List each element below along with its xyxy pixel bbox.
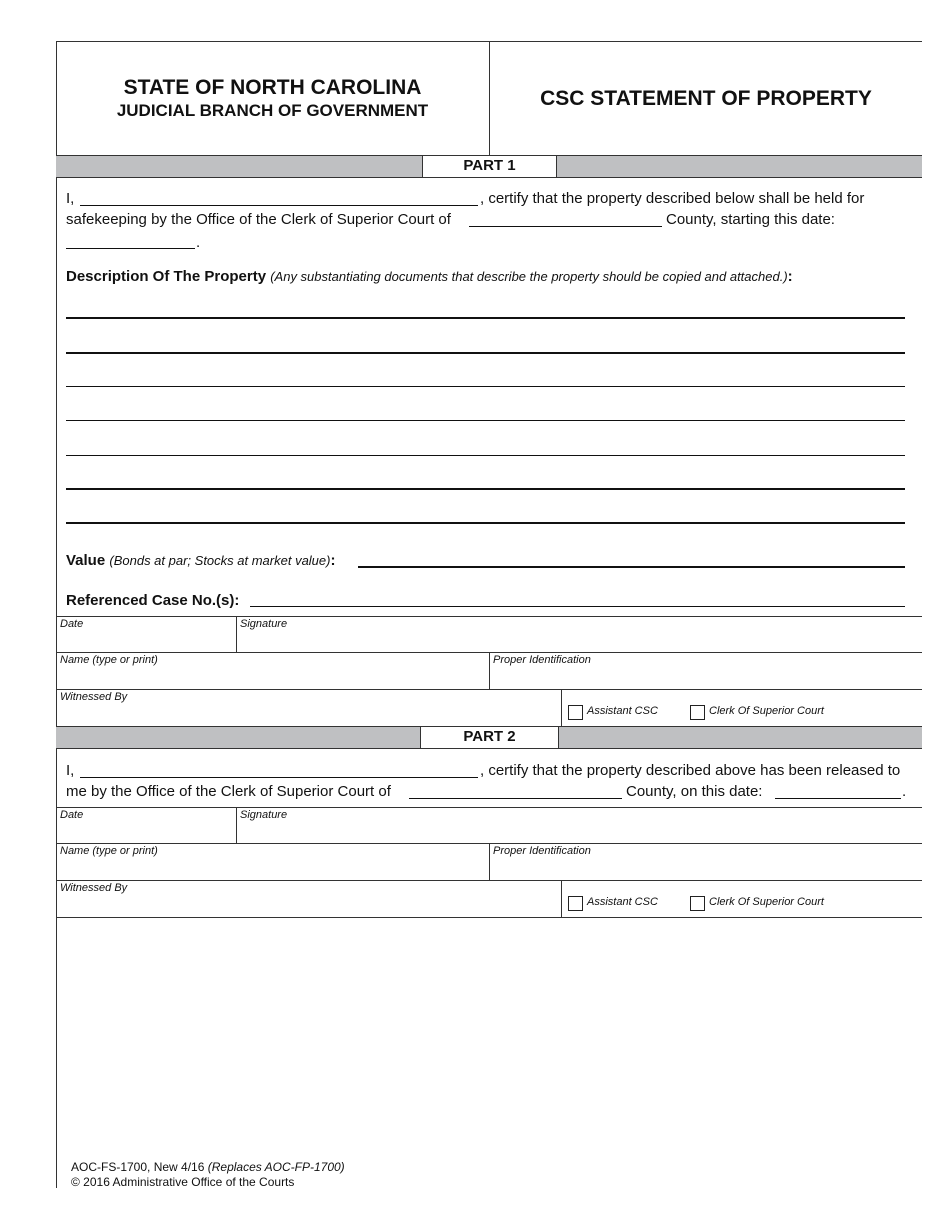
grid-line — [489, 843, 490, 880]
replaces-note: (Replaces AOC-FP-1700) — [207, 1160, 345, 1174]
part1-label: PART 1 — [422, 155, 557, 178]
p2-assistant-csc-checkbox[interactable] — [568, 896, 583, 911]
p1-clerk-label: Clerk Of Superior Court — [709, 705, 824, 717]
part1-name-blank[interactable] — [80, 205, 478, 206]
p1-proper-id-label: Proper Identification — [493, 654, 591, 666]
description-line[interactable] — [66, 317, 905, 319]
description-colon: : — [787, 268, 793, 285]
p2-clerk-label: Clerk Of Superior Court — [709, 896, 824, 908]
description-line[interactable] — [66, 522, 905, 524]
form-title: CSC STATEMENT OF PROPERTY — [540, 87, 872, 110]
form-number-line — [71, 1160, 345, 1174]
description-line[interactable] — [66, 455, 905, 456]
form-number: AOC-FS-1700, New 4/16 — [71, 1160, 205, 1174]
part1-prefix: I, — [66, 190, 75, 207]
grid-line — [56, 807, 922, 808]
p2-date-label: Date — [60, 809, 84, 821]
part2-date-blank[interactable] — [775, 798, 901, 799]
part1-period: . — [196, 234, 201, 251]
part2-period: . — [902, 783, 907, 800]
part2-certify-text: , certify that the property described above has been released to — [480, 762, 901, 779]
part2-line2-text: me by the Office of the Clerk of Superior Court of — [66, 783, 391, 800]
p2-assistant-csc-label: Assistant CSC — [587, 896, 658, 908]
p1-witnessed-label: Witnessed By — [60, 691, 128, 703]
grid-line — [561, 689, 562, 726]
description-line[interactable] — [66, 420, 905, 421]
part1-date-blank[interactable] — [66, 248, 195, 249]
case-label: Referenced Case No.(s): — [66, 592, 240, 609]
p2-witnessed-label: Witnessed By — [60, 882, 128, 894]
grid-line — [236, 616, 237, 652]
copyright: © 2016 Administrative Office of the Courts — [71, 1175, 295, 1189]
part1-line2-text: safekeeping by the Office of the Clerk of Superior Court of — [66, 211, 451, 228]
left-border — [56, 41, 57, 1188]
description-heading — [66, 268, 793, 285]
p1-assistant-csc-label: Assistant CSC — [587, 705, 658, 717]
p2-signature-label: Signature — [240, 809, 288, 821]
description-line[interactable] — [66, 386, 905, 387]
p2-clerk-checkbox[interactable] — [690, 896, 705, 911]
p1-signature-label: Signature — [240, 618, 288, 630]
value-label: Value — [66, 552, 106, 569]
p1-name-label: Name (type or print) — [60, 654, 158, 666]
part1-county-text: County, starting this date: — [666, 211, 835, 228]
description-label: Description Of The Property — [66, 268, 267, 285]
part2-label: PART 2 — [420, 726, 559, 749]
grid-line — [561, 880, 562, 917]
grid-line — [56, 880, 922, 881]
case-blank[interactable] — [250, 606, 905, 607]
description-line[interactable] — [66, 352, 905, 354]
part2-name-blank[interactable] — [80, 777, 478, 778]
part2-county-text: County, on this date: — [626, 783, 763, 800]
state-title: STATE OF NORTH CAROLINA — [123, 76, 422, 99]
part1-county-blank[interactable] — [469, 226, 662, 227]
part1-certify-text: , certify that the property described below shall be held for — [480, 190, 865, 207]
value-note: (Bonds at par; Stocks at market value) — [109, 553, 331, 568]
description-line[interactable] — [66, 488, 905, 490]
grid-line — [489, 652, 490, 689]
grid-line — [56, 917, 922, 918]
p2-name-label: Name (type or print) — [60, 845, 158, 857]
p1-assistant-csc-checkbox[interactable] — [568, 705, 583, 720]
grid-line — [236, 807, 237, 843]
grid-line — [56, 689, 922, 690]
part2-county-blank[interactable] — [409, 798, 622, 799]
value-colon: : — [330, 552, 336, 569]
p1-date-label: Date — [60, 618, 84, 630]
description-note: (Any substantiating documents that describe the property should be copied and attached.) — [270, 269, 788, 284]
p2-proper-id-label: Proper Identification — [493, 845, 591, 857]
value-heading — [66, 552, 335, 569]
part2-prefix: I, — [66, 762, 75, 779]
branch-title: JUDICIAL BRANCH OF GOVERNMENT — [116, 101, 429, 120]
grid-line — [56, 616, 922, 617]
value-blank[interactable] — [358, 566, 905, 568]
p1-clerk-checkbox[interactable] — [690, 705, 705, 720]
